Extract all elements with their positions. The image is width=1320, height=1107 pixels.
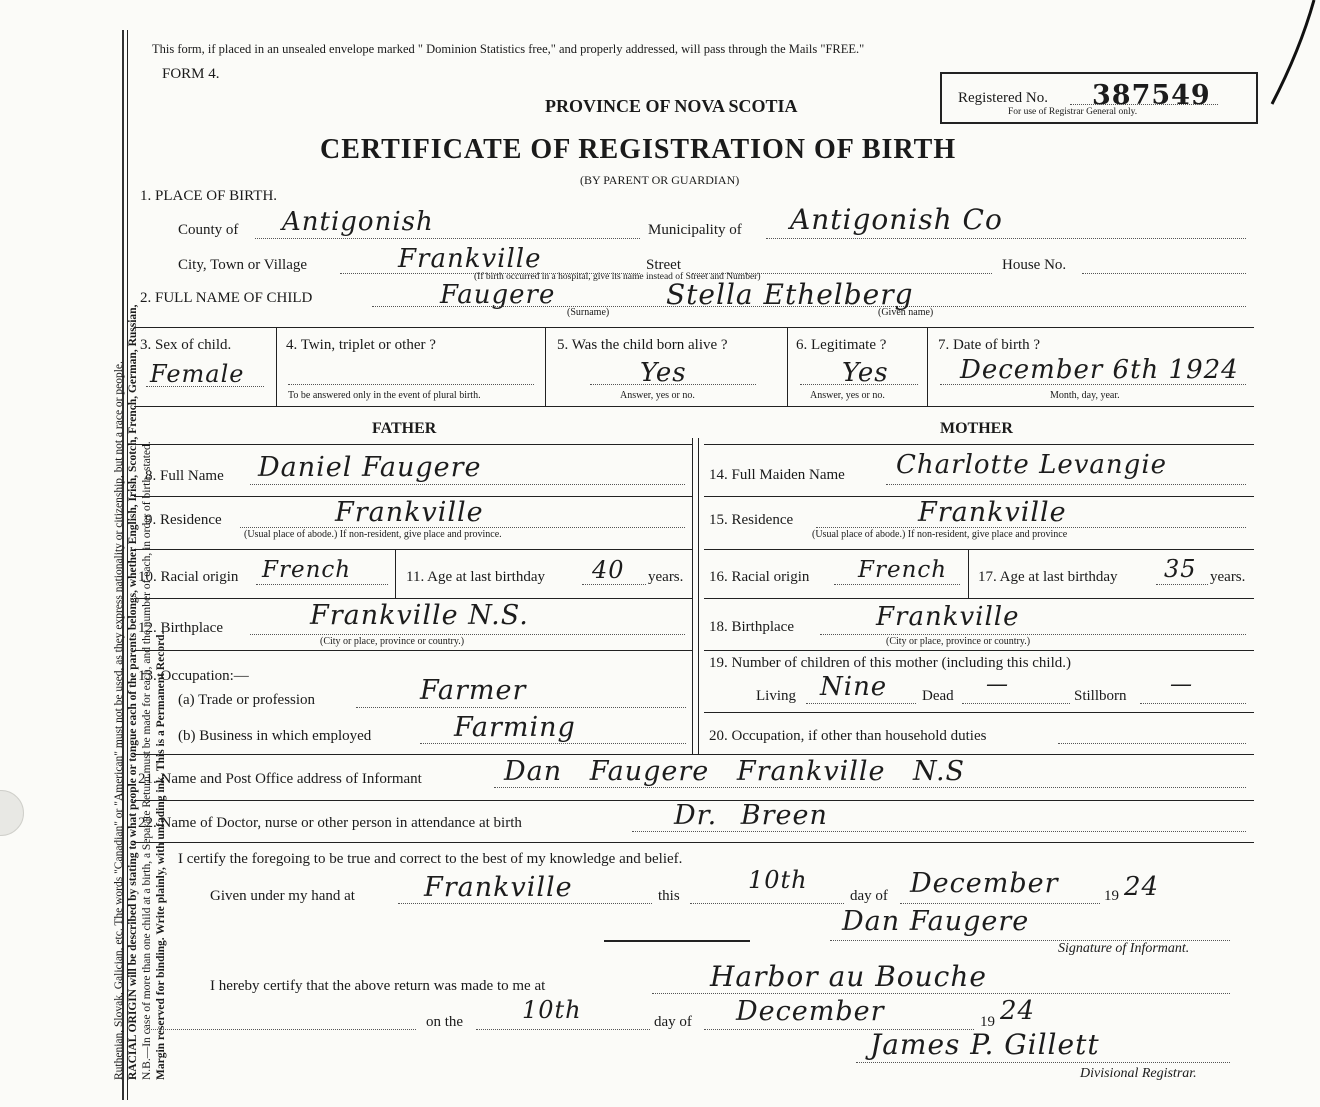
mother-residence-note: (Usual place of abode.) If non-resident, give place and province [812,529,1068,540]
mother-racial-label: 16. Racial origin [709,569,810,585]
sex-value: Female [150,360,245,388]
hospital-note: (If birth occurred in a hospital, give its name instead of Street and Number) [474,272,761,282]
alive-label: 5. Was the child born alive ? [557,337,728,353]
county-label: County of [178,222,239,238]
father-trade-value: Farmer [420,675,527,706]
mother-name-label: 14. Full Maiden Name [709,467,845,483]
municipality-value: Antigonish Co [790,203,1003,236]
father-age-value: 40 [592,556,625,584]
child-surname: Faugere [440,280,556,310]
registrar-signature: James P. Gillett [870,1028,1100,1061]
legitimate-value: Yes [842,358,889,388]
registrar-dayof-label: day of [654,1014,692,1030]
margin-instructions [112,20,168,1080]
registrar-year: 24 [1000,996,1036,1026]
registrar-statement: I hereby certify that the above return was made to me at [210,978,546,994]
father-trade-label: (a) Trade or profession [178,692,316,708]
mail-notice: This form, if placed in an unsealed envelope marked " Dominion Statistics free," and properly addressed, will pass through the Mails "FREE." [152,42,865,56]
informant-label: 21. Name and Post Office address of Informant [138,771,422,787]
informant-value: Dan Faugere Frankville N.S [504,756,966,787]
father-years: years. [648,569,684,585]
mother-age-label: 17. Age at last birthday [978,569,1118,585]
place-label: 1. PLACE OF BIRTH. [140,188,278,204]
mother-heading: MOTHER [940,420,1013,437]
registered-label: Registered No. [958,90,1048,106]
mother-birthplace-label: 18. Birthplace [709,619,794,635]
mother-residence-value: Frankville [918,497,1067,528]
father-business-value: Farming [454,712,576,743]
surname-note: (Surname) [567,307,610,318]
certify-month: December [910,868,1059,899]
legitimate-label: 6. Legitimate ? [796,337,887,353]
margin-line-4: Margin reserved for binding. Write plainly, with unfading ink. This is a Permanent Record. [155,631,167,1080]
mother-living-label: Living [756,688,796,704]
father-business-label: (b) Business in which employed [178,728,372,744]
mother-residence-label: 15. Residence [709,512,794,528]
certify-day: 10th [748,866,808,894]
margin-line-3: N.B.—In case of more than one child at a birth, a Separate Return must be made for each, and the number of each, in order of birth, stated. [141,441,153,1080]
child-label: 2. FULL NAME OF CHILD [140,290,313,306]
certificate-subtitle: (BY PARENT OR GUARDIAN) [580,173,740,187]
registrar-signature-label: Divisional Registrar. [1080,1066,1197,1081]
mother-years: years. [1210,569,1246,585]
twin-note: To be answered only in the event of plural birth. [288,390,481,401]
street-label: Street [646,257,681,273]
margin-line-1: Ruthenian, Slovak, Galician, etc. The words "Canadian" or "American" must not be used, as they express nationality or citizenship, but not a race or people. [113,361,125,1080]
mother-occupation-label: 20. Occupation, if other than household duties [709,728,987,744]
form-number: FORM 4. [162,66,220,82]
city-label: City, Town or Village [178,257,308,273]
dob-value: December 6th 1924 [960,355,1239,385]
mother-birthplace-note: (City or place, province or country.) [886,636,1031,647]
father-residence-note: (Usual place of abode.) If non-resident, give place and province. [244,529,502,540]
mother-stillborn-value: — [1170,672,1193,697]
mother-birthplace-value: Frankville [876,602,1020,632]
margin-line-2: RACIAL ORIGIN will be described by stating to what people or tongue each of the parents belongs, whether English, Irish, Scotch, French, German, Russian, [127,304,139,1080]
mother-dead-label: Dead [922,688,954,704]
informant-signature-label: Signature of Informant. [1058,941,1190,956]
given-label: Given under my hand at [210,888,355,904]
registrar-note: For use of Registrar General only. [1008,107,1138,117]
certify-year: 24 [1124,872,1160,902]
mother-name-value: Charlotte Levangie [896,450,1168,480]
mother-living-value: Nine [820,672,888,702]
city-value: Frankville [398,244,542,274]
certify-statement: I certify the foregoing to be true and correct to the best of my knowledge and belief. [178,851,683,867]
given-place: Frankville [424,872,573,903]
alive-value: Yes [640,358,687,388]
given-note: (Given name) [878,307,934,318]
father-racial-label: 10. Racial origin [138,569,239,585]
province: PROVINCE OF NOVA SCOTIA [545,96,798,116]
this-label: this [658,888,680,904]
doctor-value: Dr. Breen [674,800,828,831]
father-name-label: 8. Full Name [145,468,224,484]
county-value: Antigonish [282,207,434,237]
father-residence-label: 9. Residence [145,512,222,528]
certify-year-prefix: 19 [1104,888,1119,904]
registered-number: 387549 [1092,80,1211,111]
mother-stillborn-label: Stillborn [1074,688,1127,704]
binding-hole [0,790,24,836]
father-residence-value: Frankville [335,497,484,528]
twin-label: 4. Twin, triplet or other ? [286,337,436,353]
mother-age-value: 35 [1164,555,1197,583]
registrar-on-label: on the [426,1014,464,1030]
municipality-label: Municipality of [648,222,742,238]
dob-note: Month, day, year. [1050,390,1120,401]
informant-signature: Dan Faugere [842,906,1030,937]
dob-label: 7. Date of birth ? [938,337,1041,353]
sex-label: 3. Sex of child. [140,337,232,353]
legitimate-note: Answer, yes or no. [810,390,885,401]
father-racial-value: French [262,557,352,583]
registrar-month: December [736,996,885,1027]
certificate-title: CERTIFICATE OF REGISTRATION OF BIRTH [320,134,957,165]
pen-stroke [1250,0,1320,110]
father-birthplace-value: Frankville N.S. [310,600,529,631]
alive-note: Answer, yes or no. [620,390,695,401]
registrar-place: Harbor au Bouche [710,960,987,993]
child-given-name: Stella Ethelberg [666,278,914,311]
father-heading: FATHER [372,420,437,437]
mother-racial-value: French [858,557,948,583]
mother-children-label: 19. Number of children of this mother (including this child.) [709,655,1072,671]
mother-dead-value: — [986,672,1009,697]
father-name-value: Daniel Faugere [258,452,482,483]
father-birthplace-label: 12. Birthplace [138,620,223,636]
registrar-year-prefix: 19 [980,1014,995,1030]
house-label: House No. [1002,257,1067,273]
doctor-label: 22. Name of Doctor, nurse or other person in attendance at birth [138,815,522,831]
father-occupation-label: 13. Occupation:— [138,668,249,684]
registrar-day: 10th [522,996,582,1024]
father-birthplace-note: (City or place, province or country.) [320,636,465,647]
father-age-label: 11. Age at last birthday [406,569,545,585]
certify-dayof-label: day of [850,888,888,904]
